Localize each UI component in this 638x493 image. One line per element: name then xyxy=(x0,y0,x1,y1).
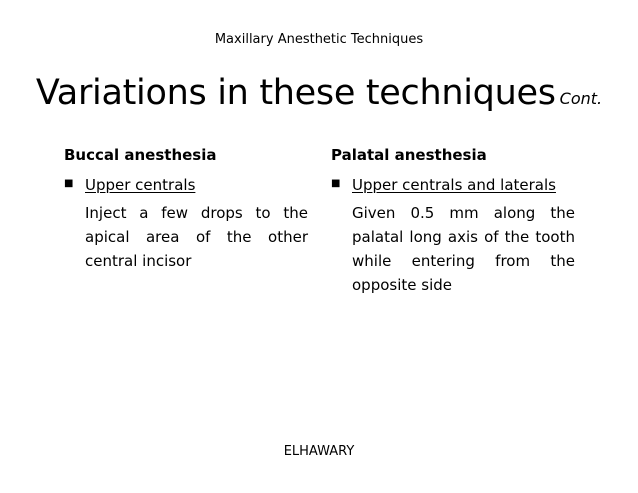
slide-title xyxy=(0,68,638,124)
slide-header: Maxillary Anesthetic Techniques xyxy=(214,32,424,47)
palatal-heading: Palatal anesthesia xyxy=(331,146,487,164)
buccal-bullet-item xyxy=(64,173,308,197)
palatal-column xyxy=(331,143,575,297)
buccal-heading: Buccal anesthesia xyxy=(64,146,217,164)
slide-title-main: Variations in these techniques xyxy=(35,73,556,113)
buccal-bullet-label: Upper centrals xyxy=(85,176,196,194)
square-bullet-icon: ■ xyxy=(64,178,74,189)
buccal-column xyxy=(64,143,308,273)
slide-title-suffix: Cont. xyxy=(559,89,603,108)
palatal-bullet-label: Upper centrals and laterals xyxy=(352,176,556,194)
palatal-description: Given 0.5 mm along the palatal long axis of the tooth while entering from the opposite side xyxy=(352,204,575,294)
square-bullet-icon: ■ xyxy=(331,178,341,189)
slide-footer: ELHAWARY xyxy=(283,444,355,459)
palatal-bullet-item xyxy=(331,173,575,197)
buccal-description: Inject a few drops to the apical area of the other central incisor xyxy=(85,204,308,270)
